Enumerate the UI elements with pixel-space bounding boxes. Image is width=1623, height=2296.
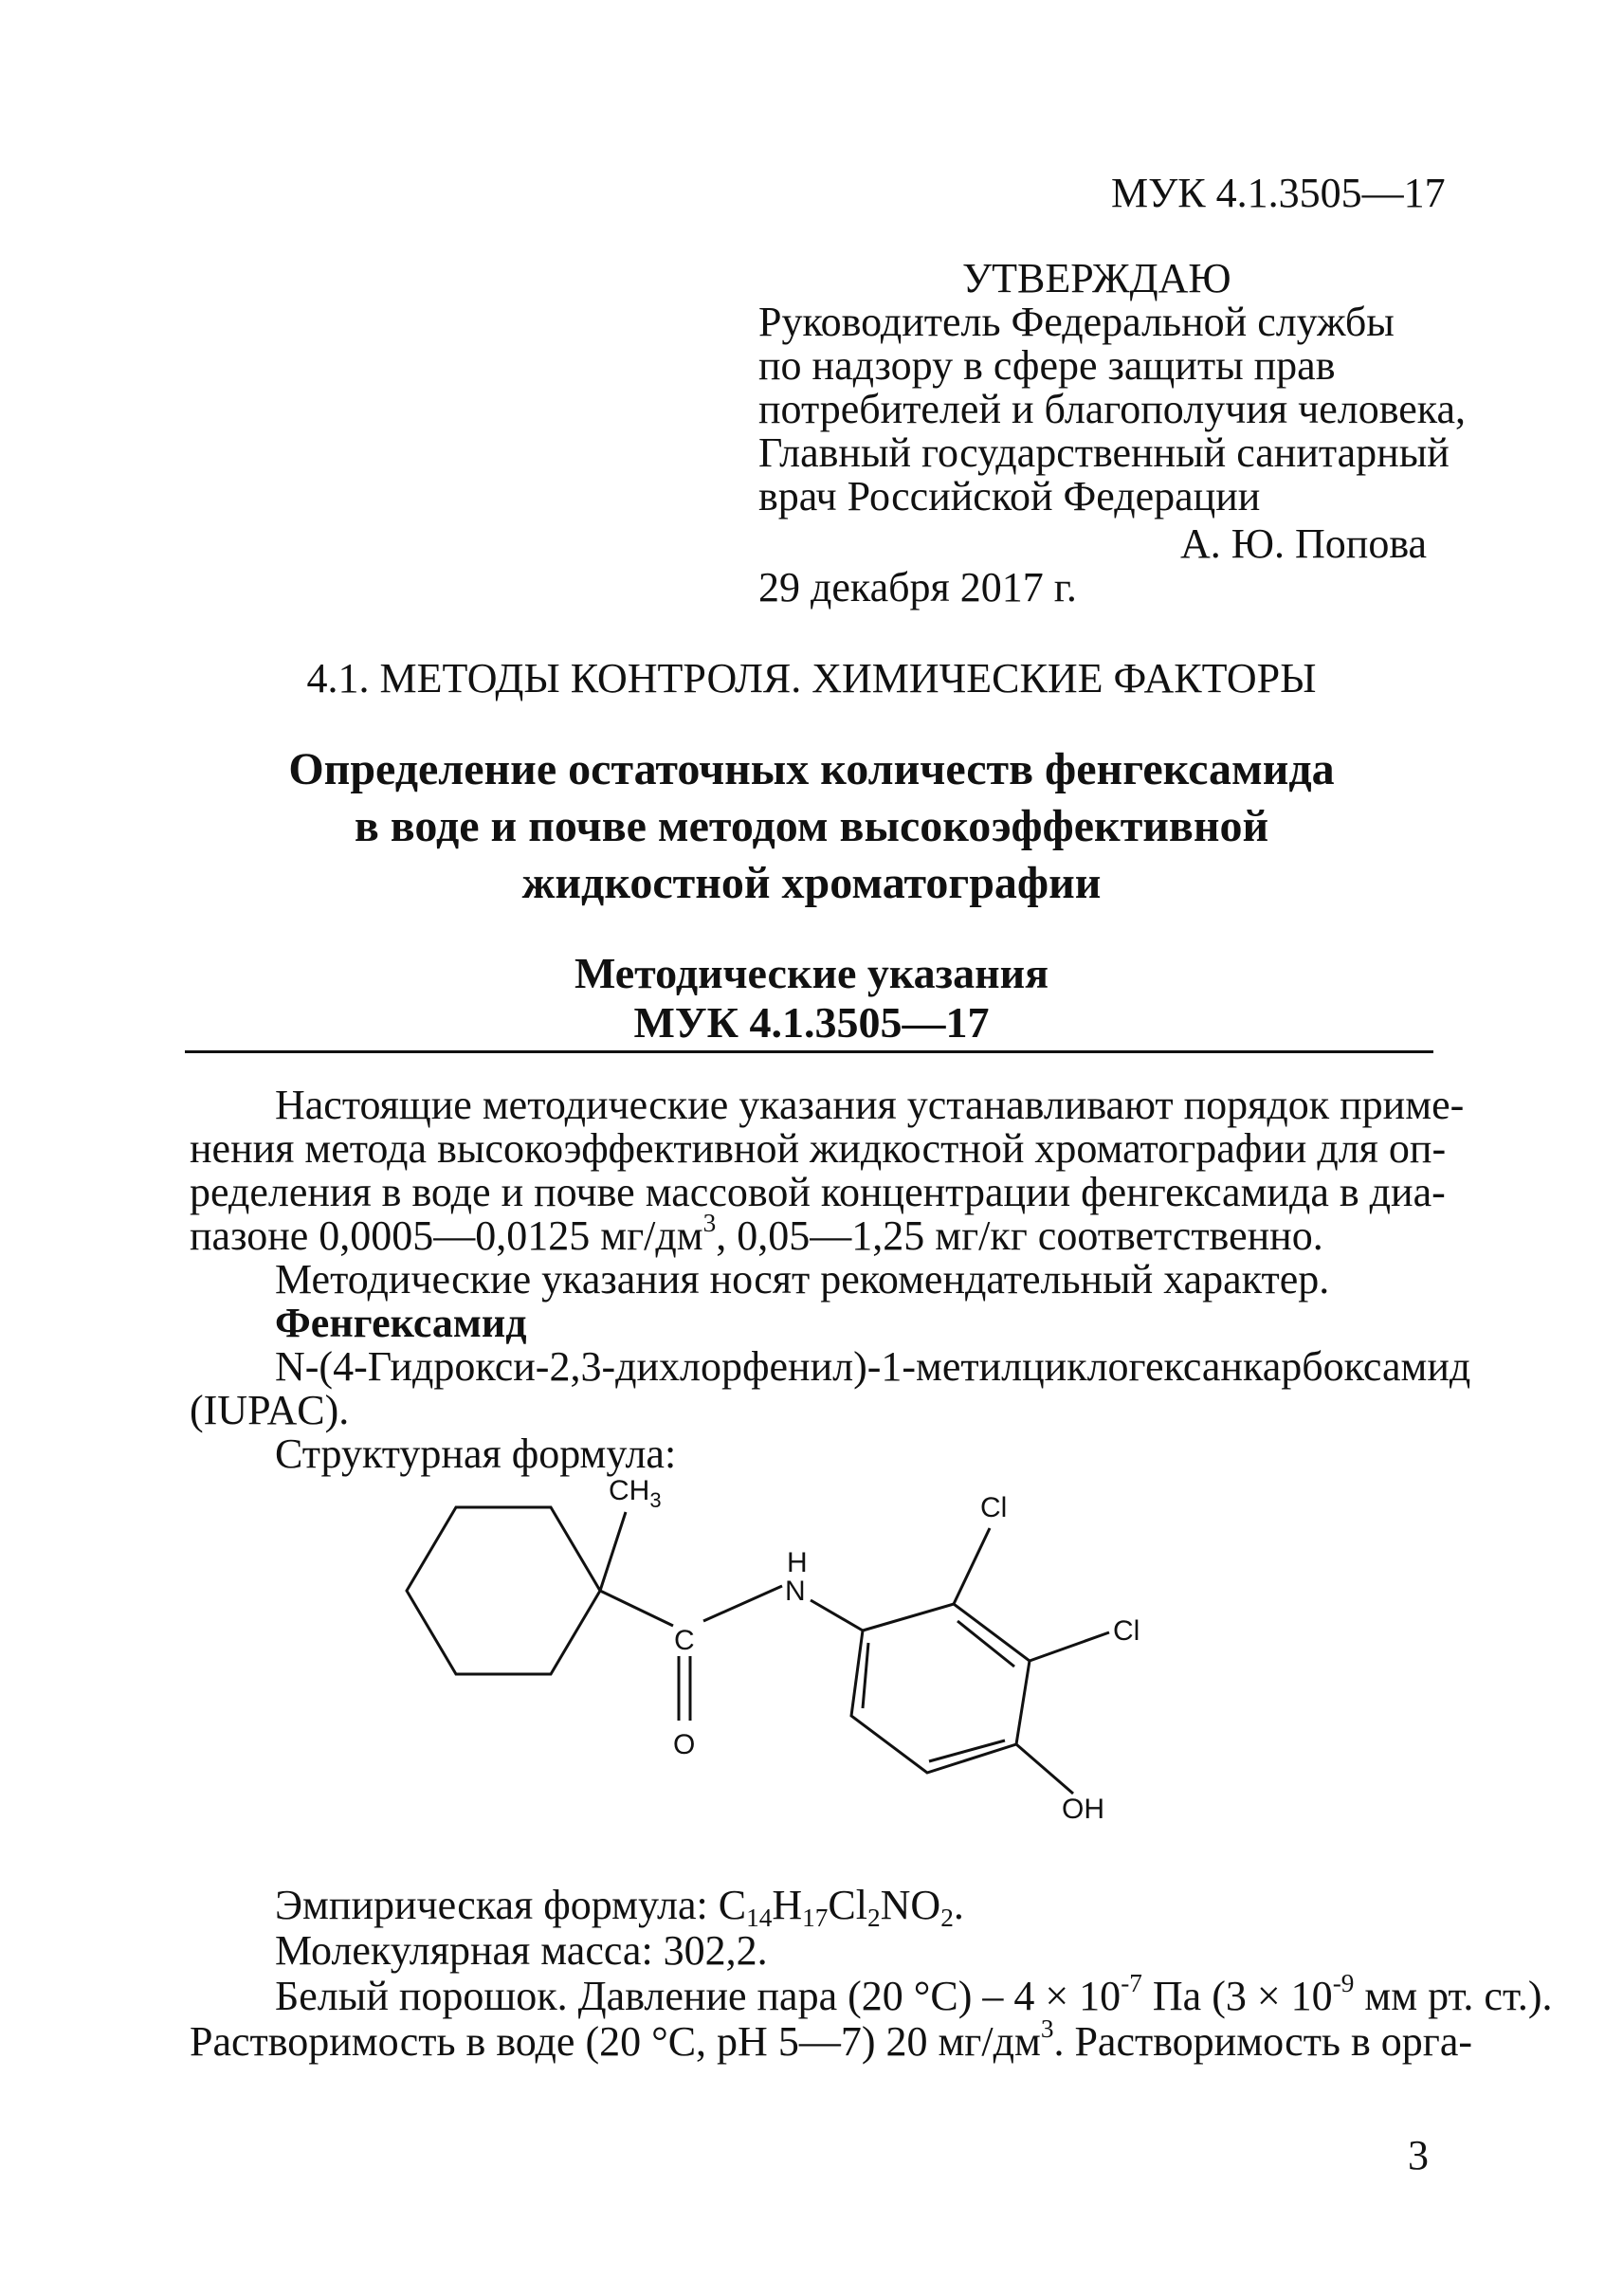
benzene-ring: [851, 1604, 1030, 1773]
document-title-line: Определение остаточных количеств фенгексамида: [288, 744, 1335, 794]
methyl-label: $CH_3$: [609, 1475, 662, 1512]
cyclohexane-ring: [407, 1507, 600, 1674]
paragraph-line: Методические указания носят рекомендательный характер.: [275, 1256, 1330, 1303]
paragraph-line: ределения в воде и почве массовой концентрации фенгексамида в диа-: [190, 1169, 1446, 1215]
structural-formula-diagram: [360, 1460, 1213, 1905]
title-rule: [185, 1050, 1433, 1053]
approve-word: УТВЕРЖДАЮ: [962, 255, 1231, 301]
compound-name: Фенгексамид: [275, 1300, 527, 1346]
approve-line: врач Российской Федерации: [758, 473, 1261, 519]
carbonyl-o-label: O: [673, 1729, 696, 1760]
page-number: 3: [1408, 2132, 1429, 2178]
section-heading: 4.1. МЕТОДЫ КОНТРОЛЯ. ХИМИЧЕСКИЕ ФАКТОРЫ: [306, 655, 1317, 702]
amide-n-label: N: [785, 1576, 806, 1607]
empirical-formula: Эмпирическая формула: $C_{14}H_{17}Cl_2NO_2$.: [275, 1882, 964, 1933]
paragraph-line: нения метода высокоэффективной жидкостной хроматографии для оп-: [190, 1125, 1447, 1172]
chlorine-label: Cl: [1113, 1615, 1140, 1647]
approve-line: Главный государственный санитарный: [758, 429, 1450, 476]
paragraph-line: пазоне 0,0005—0,0125 $мг/дм^3$, 0,05—1,25 мг/кг соответственно.: [190, 1208, 1323, 1259]
paragraph-line: Настоящие методические указания устанавливают порядок приме-: [275, 1082, 1465, 1128]
signatory-name: А. Ю. Попова: [1180, 520, 1428, 567]
approve-line: Руководитель Федеральной службы: [758, 299, 1395, 345]
subtitle-code: МУК 4.1.3505—17: [633, 998, 990, 1047]
document-title-line: жидкостной хроматографии: [521, 858, 1102, 908]
structural-formula-label: Структурная формула:: [275, 1430, 677, 1477]
approval-date: 29 декабря 2017 г.: [758, 564, 1077, 610]
carbonyl-c-label: C: [674, 1625, 695, 1656]
iupac-name: N-(4-Гидрокси-2,3-дихлорфенил)-1-метилциклогексанкарбоксамид: [275, 1343, 1471, 1390]
subtitle-line: Методические указания: [574, 949, 1049, 997]
doc-code-header: МУК 4.1.3505—17: [1111, 170, 1446, 216]
chlorine-label: Cl: [980, 1492, 1008, 1523]
vapor-pressure-line: Белый порошок. Давление пара (20 $^\circ C) - 4 \times 10^{-7}$ Па ($3 \times 10^{-9}$ мм рт. ст.).: [275, 1968, 1553, 2019]
molar-mass: Молекулярная масса: 302,2.: [275, 1927, 768, 1974]
approve-line: потребителей и благополучия человека,: [758, 386, 1467, 432]
hydroxyl-label: OH: [1062, 1794, 1104, 1825]
solubility-line: Растворимость в воде (20 °C, pH 5—7) 20 $мг/дм^3$. Растворимость в орга-: [190, 2014, 1472, 2065]
approve-line: по надзору в сфере защиты прав: [758, 342, 1336, 389]
iupac-label: (IUPAC).: [190, 1387, 350, 1433]
amide-h-label: H: [787, 1547, 808, 1578]
document-title-line: в воде и почве методом высокоэффективной: [354, 801, 1269, 851]
